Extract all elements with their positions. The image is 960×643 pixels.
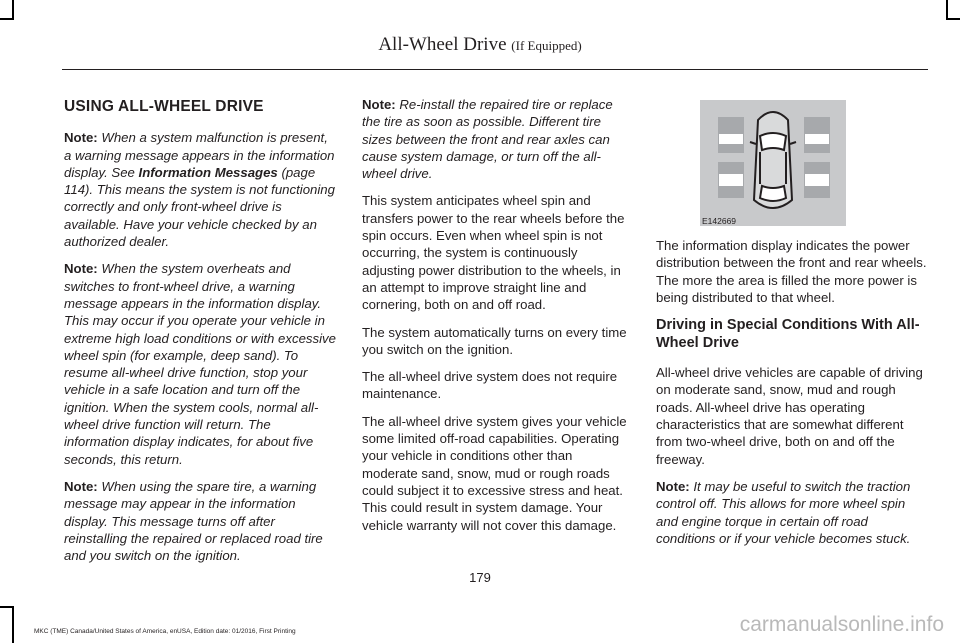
- header-rule: [62, 69, 928, 70]
- note-text: When using the spare tire, a warning message may appear in the information display. This message turns off after reinstalling the repaired or replaced road tire and you switch on the ignition.: [64, 478, 323, 564]
- column-2: [362, 96, 630, 544]
- wheel-indicator-rear-left: [718, 162, 744, 198]
- crop-mark-bottom-left-h: [0, 606, 14, 608]
- note-malfunction: [64, 129, 336, 250]
- paragraph: All-wheel drive vehicles are capable of driving on moderate sand, snow, mud and rough roads. All-wheel drive has operating characteristics that are somewhat different from two-wheel drive, both on and off the freeway.: [656, 365, 923, 467]
- wheel-indicator-front-left: [718, 117, 744, 153]
- crop-mark-top-right-h: [946, 18, 960, 20]
- note-overheat: [64, 260, 336, 468]
- subsection-heading: Driving in Special Conditions With All-Wheel Drive: [656, 317, 920, 352]
- note-text: When the system overheats and switches to front-wheel drive, a warning message appears in the information display. This may occur if you operate your vehicle in extreme high load conditions or with excessive wheel spin (for example, deep sand). To resume all-wheel drive function, stop your vehicle in a safe location and turn off the ignition. When the system cools, normal all-wheel drive function will return. The information display indicates, for about five seconds, this return.: [64, 261, 336, 467]
- note-reinstall-tire: [362, 96, 630, 182]
- note-spare-tire: [64, 478, 336, 564]
- note-text: It may be useful to switch the traction control off. This allows for more wheel spin and engine torque in certain off road conditions or if your vehicle becomes stuck.: [656, 478, 911, 546]
- wheel-indicator-front-right: [804, 117, 830, 153]
- paragraph: The all-wheel drive system gives your vehicle some limited off-road capabilities. Operating your vehicle in conditions other than moderate sand, snow, mud or rough roads could subject it to excessive stress and heat. This could result in system damage. Your vehicle warranty will not cover this damage.: [362, 413, 627, 533]
- column-3: [656, 237, 928, 557]
- note-text: When a system malfunction is present, a warning message appears in the information display. See: [64, 130, 335, 180]
- paragraph: This system anticipates wheel spin and transfers power to the rear wheels before the spin occurs. Even when wheel spin is not occurring, the system is continuously adjusting power distribution to the wheels, in an attempt to improve straight line and cornering, both on and off road.: [362, 193, 625, 313]
- crop-mark-top-right-v: [946, 0, 948, 20]
- note-label: Note:: [362, 97, 396, 112]
- car-top-view-icon: [700, 100, 846, 226]
- figure-code: E142669: [702, 216, 737, 226]
- watermark: carmanualsonline.info: [739, 613, 944, 636]
- note-label: Note:: [64, 478, 98, 494]
- crop-mark-top-left-h: [0, 18, 14, 20]
- page-header: [0, 34, 960, 56]
- crop-mark-top-left-v: [12, 0, 14, 20]
- header-title: All-Wheel Drive: [378, 34, 507, 55]
- note-traction-control: [656, 478, 928, 547]
- edition-footer: MKC (TME) Canada/United States of America, enUSA, Edition date: 01/2016, First Printing: [34, 628, 296, 635]
- note-text: Re-install the repaired tire or replace the tire as soon as possible. Different tire sizes between the front and rear axles can cause system damage, or turn off the all-wheel drive.: [362, 97, 613, 182]
- paragraph: The information display indicates the power distribution between the front and rear wheels. The more the area is filled the more power is being distributed to that wheel.: [656, 238, 927, 305]
- info-messages-link[interactable]: Information Messages: [138, 164, 278, 180]
- power-distribution-figure: [700, 100, 846, 226]
- column-1: [64, 96, 336, 574]
- section-heading: USING ALL-WHEEL DRIVE: [64, 98, 264, 115]
- paragraph: The all-wheel drive system does not require maintenance.: [362, 369, 618, 402]
- note-text: (page 114). This means the system is not functioning correctly and only front-wheel drive is available. Have your vehicle checked by an authorized dealer.: [64, 164, 335, 250]
- paragraph: The system automatically turns on every time you switch on the ignition.: [362, 324, 627, 357]
- note-label: Note:: [64, 261, 98, 277]
- wheel-indicator-rear-right: [804, 162, 830, 198]
- header-subtitle: (If Equipped): [511, 38, 582, 53]
- crop-mark-bottom-left-v: [12, 606, 14, 643]
- note-label: Note:: [656, 478, 690, 494]
- note-label: Note:: [64, 130, 98, 146]
- page-number: 179: [469, 570, 491, 585]
